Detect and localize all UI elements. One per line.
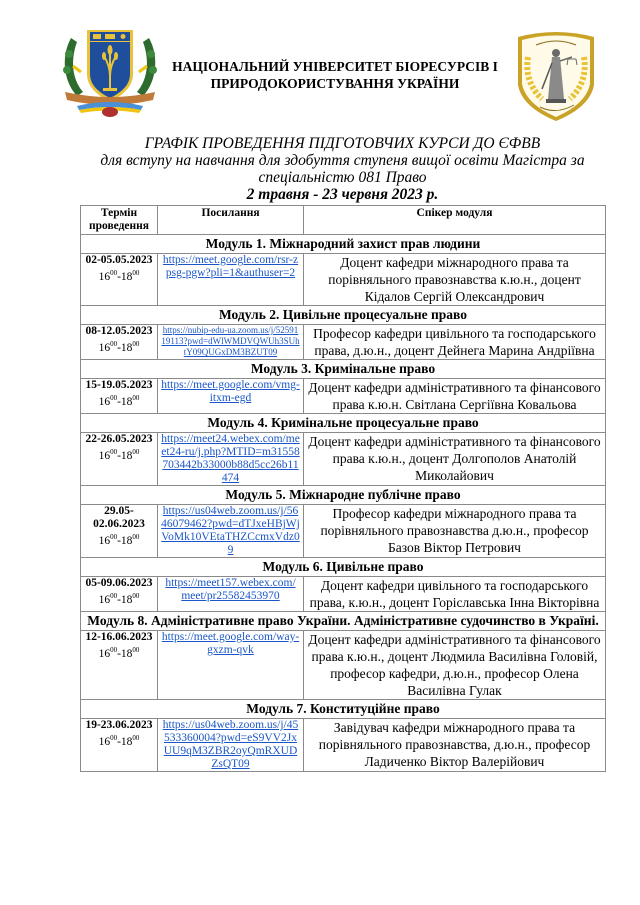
link-cell [158,379,304,414]
speaker-cell: Професор кафедри міжнародного права та порівняльного правознавства д.ю.н., професор Базов Віктор Петрович [304,505,606,558]
table-row [81,325,606,360]
link-cell [158,719,304,772]
module-date: 22-26.05.2023 [85,433,153,445]
module-date: 12-16.06.2023 [85,631,153,643]
document-heading [80,135,605,203]
meeting-link[interactable]: https://meet.google.com/rsr-zpsg-pgw?pli=1&authuser=2 [162,254,299,279]
nubip-coat-of-arms-icon [57,26,163,118]
university-name-line1: НАЦІОНАЛЬНИЙ УНІВЕРСИТЕТ БІОРЕСУРСІВ І [172,59,498,74]
link-cell [158,631,304,700]
link-cell [158,505,304,558]
module-time: $16^{00}-18^{00}$ [98,646,140,660]
table-row [81,433,606,486]
table-body [81,235,606,772]
speaker-cell: Завідувач кафедри міжнародного права та порівняльного правознавства, д.ю.н., професор Ладиченко Віктор Валерійович [304,719,606,772]
link-cell [158,577,304,612]
schedule-dates: 2 травня - 23 червня 2023 р. [246,186,439,203]
meeting-link[interactable]: https://meet.google.com/way-gxzm-qvk [161,631,300,656]
date-cell [81,505,158,558]
meeting-link[interactable]: https://us04web.zoom.us/j/5646079462?pwd=dTJxeHBjWjVoMk10VEtaTHZCcmxVdz09 [161,505,300,556]
module-time: $16^{00}-18^{00}$ [98,592,140,606]
meeting-link[interactable]: https://us04web.zoom.us/j/45533360004?pwd=eS9VV2JxUU9qM3ZBR2oyQmRXUDZsQT09 [162,719,299,770]
module-time: $16^{00}-18^{00}$ [98,269,140,283]
module-title-row [81,235,606,254]
date-cell [81,433,158,486]
schedule-table [80,205,606,772]
module-title: Модуль 1. Міжнародний захист прав людини [81,235,606,254]
meeting-link[interactable]: https://meet24.webex.com/meet24-ru/j.php?MTID=m31558703442b33000b88d5cc26b11474 [161,433,300,484]
module-date: 29.05-02.06.2023 [93,505,145,530]
date-cell [81,577,158,612]
schedule-subtitle-line1: для вступу на навчання для здобуття ступеня вищої освіти Магістра за [100,152,585,169]
date-cell [81,379,158,414]
date-cell [81,719,158,772]
module-time: $16^{00}-18^{00}$ [98,394,140,408]
law-faculty-themis-emblem-icon [512,27,600,123]
module-title-row [81,486,606,505]
link-cell [158,254,304,306]
module-date: 05-09.06.2023 [85,577,153,589]
module-title-row [81,700,606,719]
module-title-row [81,414,606,433]
table-row [81,254,606,306]
speaker-cell: Доцент кафедри цивільного та господарського права, к.ю.н., доцент Горіславська Інна Вікторівна [304,577,606,612]
module-date: 02-05.05.2023 [85,254,153,266]
module-title-row [81,612,606,631]
module-title: Модуль 6. Цивільне право [81,558,606,577]
table-row [81,577,606,612]
module-date: 15-19.05.2023 [85,379,153,391]
date-cell [81,254,158,306]
speaker-cell: Доцент кафедри адміністративного та фінансового права к.ю.н., доцент Людмила Василівна Головій, професор кафедри, д.ю.н., професор Олена Василівна Гулак [304,631,606,700]
speaker-cell: Доцент кафедри адміністративного та фінансового права к.ю.н. Світлана Сергіївна Ковальова [304,379,606,414]
table-header-row [81,206,606,235]
table-row [81,719,606,772]
university-name [160,58,510,92]
module-title: Модуль 4. Кримінальне процесуальне право [81,414,606,433]
module-title-row [81,558,606,577]
column-header-speaker: Спікер модуля [304,206,606,235]
meeting-link[interactable]: https://meet157.webex.com/meet/pr25582453970 [165,577,296,602]
university-name-line2: ПРИРОДОКОРИСТУВАННЯ УКРАЇНИ [210,76,460,91]
meeting-link[interactable]: https://nubip-edu-ua.zoom.us/j/5259119113?pwd=dWlWMDVQWUh3SUhtY09QUGxDM3BZUT09 [161,325,300,357]
table-row [81,379,606,414]
module-time: $16^{00}-18^{00}$ [98,340,140,354]
column-header-date: Термін проведення [81,206,158,235]
module-title: Модуль 5. Міжнародне публічне право [81,486,606,505]
module-time: $16^{00}-18^{00}$ [98,734,140,748]
module-date: 19-23.06.2023 [85,719,153,731]
module-date: 08-12.05.2023 [85,325,153,337]
schedule-subtitle-line2: спеціальністю 081 Право [258,169,427,186]
table-row [81,631,606,700]
module-title: Модуль 3. Кримінальне право [81,360,606,379]
column-header-link: Посилання [158,206,304,235]
speaker-cell: Професор кафедри цивільного та господарського права, д.ю.н., доцент Дейнега Марина Андріївна [304,325,606,360]
module-time: $16^{00}-18^{00}$ [98,533,140,547]
module-time: $16^{00}-18^{00}$ [98,448,140,462]
module-title: Модуль 2. Цивільне процесуальне право [81,306,606,325]
module-title: Модуль 7. Конституційне право [81,700,606,719]
schedule-title: ГРАФІК ПРОВЕДЕННЯ ПІДГОТОВЧИХ КУРСИ ДО ЄФВВ [144,135,541,152]
date-cell [81,325,158,360]
module-title-row [81,306,606,325]
speaker-cell: Доцент кафедри міжнародного права та порівняльного правознавства к.ю.н., доцент Кідалов Сергій Олександрович [304,254,606,306]
speaker-cell: Доцент кафедри адміністративного та фінансового права к.ю.н., доцент Долгополов Анатолій Миколайович [304,433,606,486]
link-cell [158,433,304,486]
date-cell [81,631,158,700]
link-cell [158,325,304,360]
module-title-row [81,360,606,379]
meeting-link[interactable]: https://meet.google.com/vmg-itxm-egd [161,379,300,404]
module-title: Модуль 8. Адміністративне право України. Адміністративне судочинство в Україні. [81,612,606,631]
table-row [81,505,606,558]
